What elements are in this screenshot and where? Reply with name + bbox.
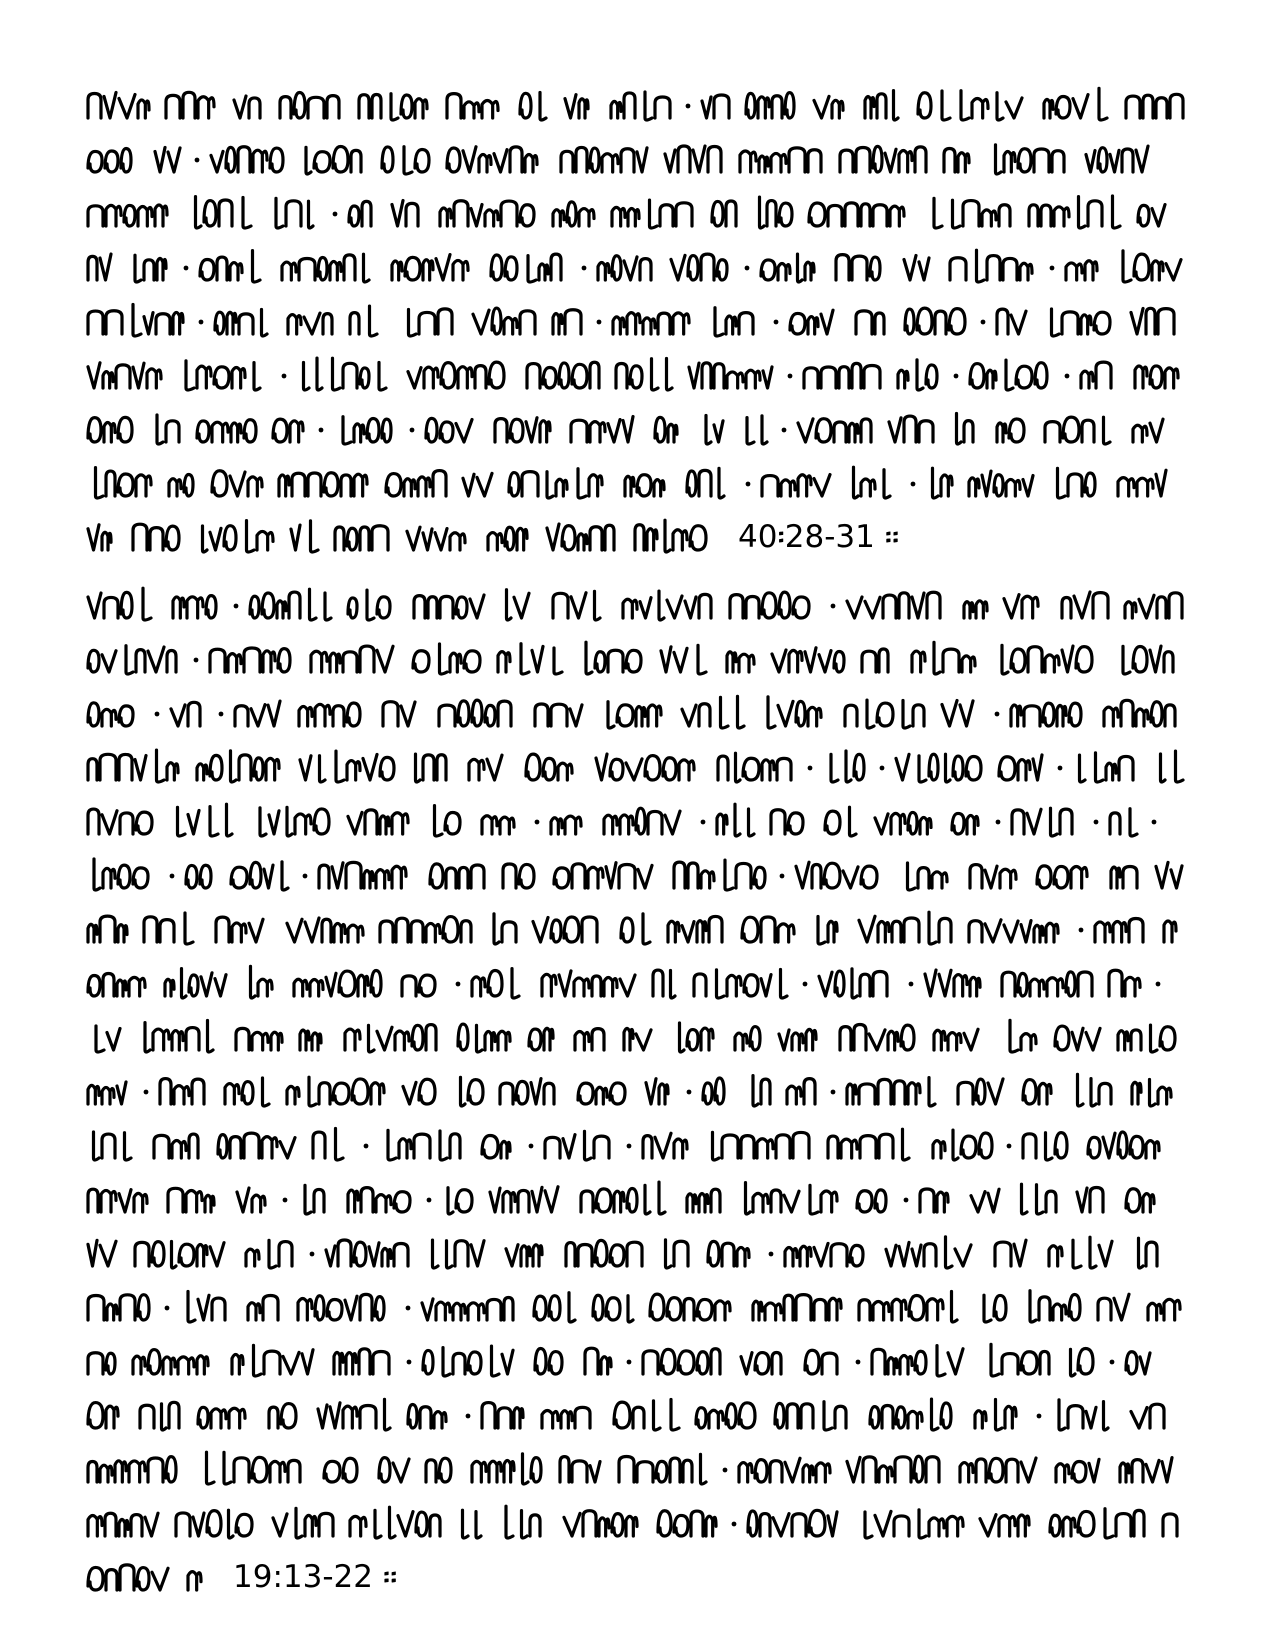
script-text-run [88, 1556, 218, 1598]
text-line [88, 240, 1198, 294]
text-line [88, 740, 1198, 794]
script-text-run [88, 692, 1188, 734]
script-text-run [88, 1232, 1188, 1274]
script-text-run [88, 1340, 1188, 1382]
script-text-run [88, 1124, 1188, 1166]
text-line [88, 294, 1198, 348]
script-text-run [88, 908, 1188, 950]
text-line [88, 186, 1198, 240]
script-text-run [88, 300, 1188, 342]
script-text-run [88, 854, 1188, 896]
text-line [88, 1280, 1198, 1334]
text-line [88, 1496, 1198, 1550]
text-line [88, 1388, 1198, 1442]
script-text-run [88, 1070, 1188, 1112]
text-line [88, 686, 1198, 740]
text-line [88, 1064, 1198, 1118]
script-text-run [88, 408, 1188, 450]
text-line [88, 632, 1198, 686]
paragraph-2 [88, 578, 1198, 1604]
script-text-run [88, 138, 1188, 180]
scripture-reference: 40፡28-31 ። [738, 519, 900, 555]
text-line [88, 510, 1198, 564]
script-text-run [88, 84, 1188, 126]
text-line [88, 348, 1198, 402]
script-text-run [88, 246, 1188, 288]
text-line [88, 1010, 1198, 1064]
script-text-run [88, 354, 1188, 396]
text-line [88, 1118, 1198, 1172]
text-line [88, 848, 1198, 902]
text-line [88, 578, 1198, 632]
script-text-run [88, 746, 1188, 788]
paragraph-1 [88, 78, 1198, 564]
script-text-run [88, 1448, 1188, 1490]
script-text-run [88, 638, 1188, 680]
text-line [88, 1334, 1198, 1388]
script-text-run [88, 192, 1188, 234]
script-text-run [88, 1394, 1188, 1436]
text-line [88, 1550, 1198, 1604]
text-line [88, 456, 1198, 510]
text-line [88, 78, 1198, 132]
script-text-run [88, 800, 1188, 842]
script-text-run [88, 1178, 1188, 1220]
script-text-run [88, 462, 1188, 504]
script-text-run [88, 1016, 1188, 1058]
text-line [88, 1226, 1198, 1280]
text-line [88, 1172, 1198, 1226]
scripture-reference: 19:13-22 ። [233, 1559, 398, 1595]
text-line [88, 402, 1198, 456]
text-line [88, 132, 1198, 186]
text-line [88, 902, 1198, 956]
text-line [88, 794, 1198, 848]
script-text-run [88, 1502, 1188, 1544]
script-text-run [88, 962, 1188, 1004]
text-line [88, 956, 1198, 1010]
text-line [88, 1442, 1198, 1496]
script-text-run [88, 1286, 1188, 1328]
script-text-run [88, 516, 728, 558]
script-text-run [88, 584, 1188, 626]
